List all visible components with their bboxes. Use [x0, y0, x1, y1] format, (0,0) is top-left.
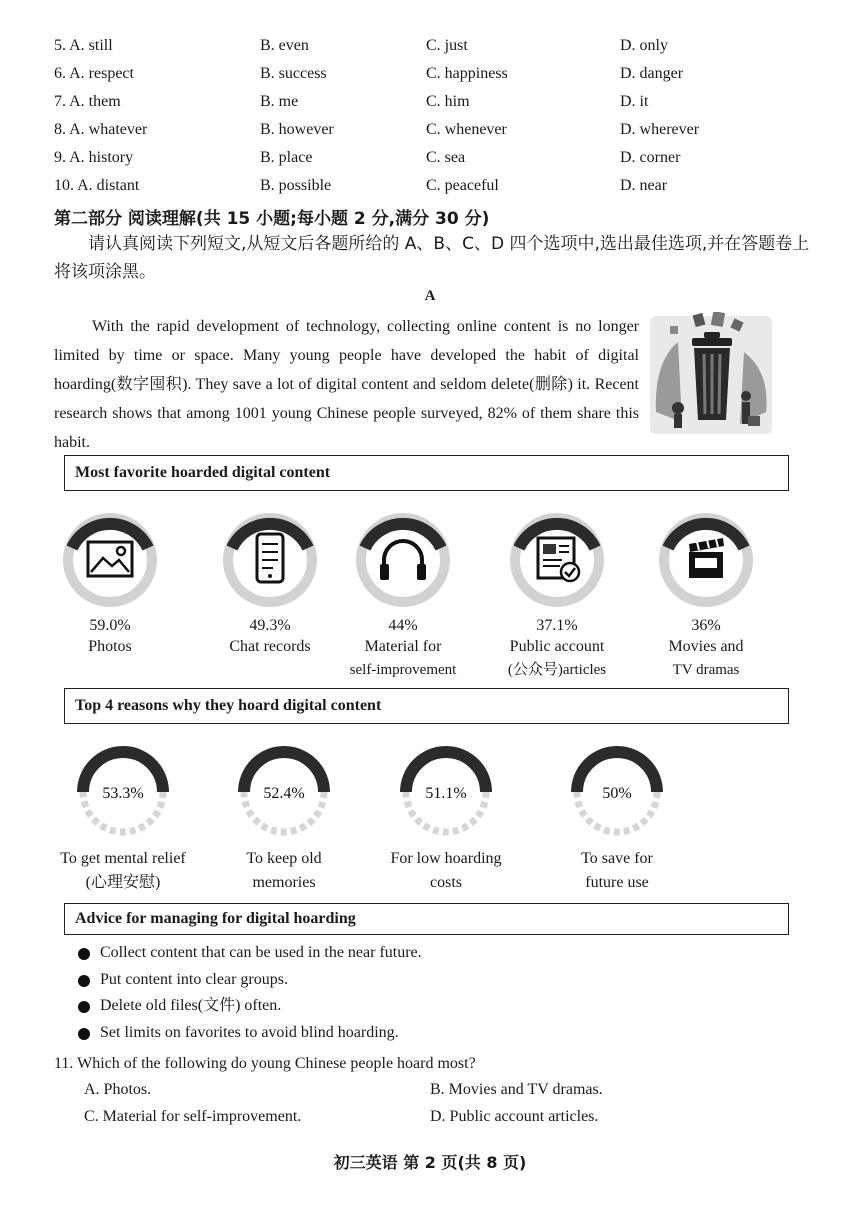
option-row-8	[54, 116, 814, 144]
option-d: D. only	[620, 37, 668, 54]
reason-label	[38, 847, 208, 895]
content-section-title: Most favorite hoarded digital content	[64, 455, 789, 491]
reason-label	[361, 847, 531, 895]
answer-d: D. Public account articles.	[430, 1108, 599, 1125]
trash-can-illustration	[648, 312, 774, 438]
reason-label-line2: future use	[585, 874, 649, 891]
reason-label-line1: To save for	[581, 850, 653, 867]
answer-row	[84, 1076, 784, 1103]
option-d: D. danger	[620, 65, 684, 82]
option-d: D. wherever	[620, 121, 700, 138]
answer-b: B. Movies and TV dramas.	[430, 1081, 603, 1098]
content-label-line2: self-improvement	[349, 662, 457, 678]
option-d: D. it	[620, 93, 649, 110]
reason-gauge	[562, 742, 672, 842]
option-row-10	[54, 172, 814, 200]
option-b: B. success	[260, 65, 327, 82]
advice-list	[78, 940, 422, 1046]
option-c: C. whenever	[426, 121, 507, 138]
option-c: C. peaceful	[426, 177, 499, 194]
passage-text: With the rapid development of technology, collecting online content is no longer limited by time or space. Many young people have developed the habit of digital hoarding(数字囤积). They save a lot of digital content and seldom delete(删除) it. Recent research shows that among 1001 young Chinese people surveyed, 82% of them share this habit.	[54, 318, 639, 451]
reason-label-line1: To keep old	[246, 850, 322, 867]
content-label	[636, 635, 776, 681]
option-b: B. me	[260, 93, 299, 110]
option-d: D. corner	[620, 149, 681, 166]
section-instructions: 请认真阅读下列短文,从短文后各题所给的 A、B、C、D 四个选项中,选出最佳选项,并在答题卷上将该项涂黑。	[54, 234, 810, 282]
reason-percent: 52.4%	[263, 785, 305, 802]
content-percent: 37.1%	[536, 617, 578, 634]
question-11: 11. Which of the following do young Chinese people hoard most?	[54, 1055, 476, 1072]
answer-row	[84, 1103, 784, 1130]
article-check-icon	[502, 508, 612, 608]
passage-label: A	[424, 288, 436, 304]
reason-gauge	[391, 742, 501, 842]
headphones-icon	[348, 508, 458, 608]
phone-chat-icon	[215, 508, 325, 608]
advice-item: Collect content that can be used in the near future.	[78, 940, 422, 967]
clapperboard-icon	[651, 508, 761, 608]
content-percent: 36%	[691, 617, 721, 634]
reason-label	[532, 847, 702, 895]
reason-item-mental-relief	[38, 742, 208, 895]
content-percent: 44%	[388, 617, 418, 634]
reason-label-line1: To get mental relief	[60, 850, 186, 867]
reason-gauge	[229, 742, 339, 842]
reason-gauge	[68, 742, 178, 842]
option-c: C. him	[426, 93, 470, 110]
content-label-line2: TV dramas	[672, 662, 740, 678]
option-b: B. possible	[260, 177, 332, 194]
option-c: C. just	[426, 37, 468, 54]
option-b: B. even	[260, 37, 309, 54]
option-a: 6. A. respect	[54, 65, 134, 82]
reason-percent: 50%	[602, 785, 632, 802]
reason-item-low-costs	[361, 742, 531, 895]
option-a: 9. A. history	[54, 149, 134, 166]
advice-section-title: Advice for managing for digital hoarding	[64, 903, 789, 935]
option-row-7	[54, 88, 814, 116]
reason-label-line2: costs	[430, 874, 462, 891]
content-item-movies	[636, 508, 776, 681]
reasons-section-title: Top 4 reasons why they hoard digital content	[64, 688, 789, 724]
question-11-answers	[84, 1076, 784, 1130]
content-label	[487, 635, 627, 681]
page-footer: 初三英语 第 2 页(共 8 页)	[333, 1153, 527, 1172]
content-label	[333, 635, 473, 681]
content-label-line1: Public account	[509, 638, 605, 655]
content-label-line2: (公众号)articles	[507, 662, 607, 678]
content-percent: 49.3%	[249, 617, 291, 634]
content-label-line1: Material for	[364, 638, 442, 655]
content-label: Photos	[88, 638, 132, 655]
option-b: B. however	[260, 121, 334, 138]
reason-label-line2: (心理安慰)	[85, 874, 161, 891]
content-item-public-articles	[487, 508, 627, 681]
reason-item-old-memories	[199, 742, 369, 895]
option-d: D. near	[620, 177, 668, 194]
content-item-chat-records	[200, 508, 340, 659]
option-row-5	[54, 32, 814, 60]
reason-label	[199, 847, 369, 895]
reason-percent: 53.3%	[102, 785, 144, 802]
reason-label-line1: For low hoarding	[390, 850, 502, 867]
content-label: Chat records	[229, 638, 311, 655]
option-c: C. sea	[426, 149, 466, 166]
option-b: B. place	[260, 149, 313, 166]
option-c: C. happiness	[426, 65, 508, 82]
content-percent: 59.0%	[89, 617, 131, 634]
option-a: 7. A. them	[54, 93, 121, 110]
reason-label-line2: memories	[252, 874, 316, 891]
content-item-photos	[40, 508, 180, 659]
answer-a: A. Photos.	[84, 1081, 152, 1098]
option-row-9	[54, 144, 814, 172]
options-table	[54, 32, 814, 200]
advice-item: Put content into clear groups.	[78, 967, 422, 994]
reason-percent: 51.1%	[425, 785, 467, 802]
advice-item: Set limits on favorites to avoid blind hoarding.	[78, 1020, 422, 1047]
option-a: 5. A. still	[54, 37, 113, 54]
option-a: 10. A. distant	[54, 177, 140, 194]
content-item-self-improvement	[333, 508, 473, 681]
option-a: 8. A. whatever	[54, 121, 148, 138]
section-heading: 第二部分 阅读理解(共 15 小题;每小题 2 分,满分 30 分)	[54, 209, 490, 229]
reason-item-future-use	[532, 742, 702, 895]
photo-icon	[55, 508, 165, 608]
option-row-6	[54, 60, 814, 88]
advice-item: Delete old files(文件) often.	[78, 993, 422, 1020]
content-label-line1: Movies and	[668, 638, 744, 655]
answer-c: C. Material for self-improvement.	[84, 1108, 302, 1125]
